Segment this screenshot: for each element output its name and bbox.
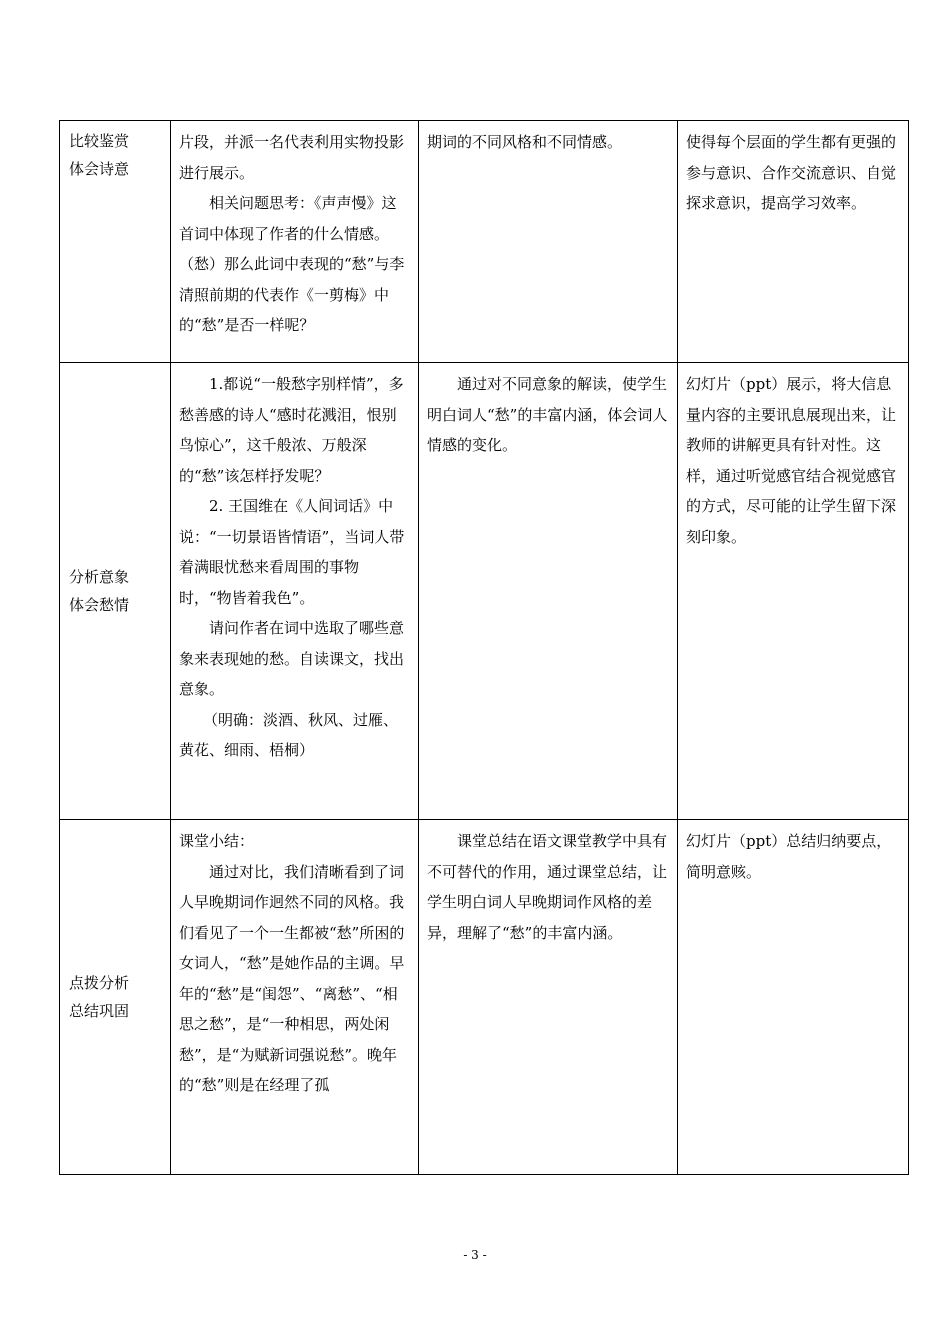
purpose-cell bbox=[419, 363, 678, 820]
table-row bbox=[60, 363, 909, 820]
method-cell bbox=[678, 363, 909, 820]
lesson-plan-table bbox=[59, 120, 909, 1175]
activity-cell bbox=[171, 121, 419, 363]
stage-label-line: 总结巩固 bbox=[69, 1002, 130, 1020]
stage-label-line: 分析意象 bbox=[69, 568, 130, 586]
activity-cell bbox=[171, 363, 419, 820]
purpose-paragraph: 课堂总结在语文课堂教学中具有不可替代的作用，通过课堂总结，让学生明白词人早晚期词作风格的差异，理解了“愁”的丰富内涵。 bbox=[427, 832, 668, 942]
activity-paragraph: 请问作者在词中选取了哪些意象来表现她的愁。自读课文，找出意象。 bbox=[179, 619, 405, 698]
stage-cell bbox=[60, 363, 171, 820]
method-cell bbox=[678, 820, 909, 1175]
activity-paragraph: 相关问题思考：《声声慢》这首词中体现了作者的什么情感。（愁）那么此词中表现的“愁”与李清照前期的代表作《一剪梅》中的“愁”是否一样呢？ bbox=[179, 194, 405, 334]
activity-paragraph: 2. 王国维在《人间词话》中说：“一切景语皆情语”，当词人带着满眼忧愁来看周围的事物时，“物皆着我色”。 bbox=[179, 497, 405, 607]
activity-paragraph: 课堂小结： bbox=[179, 832, 255, 850]
table-row bbox=[60, 820, 909, 1175]
activity-paragraph: 1.都说“一般愁字别样情”，多愁善感的诗人“感时花溅泪，恨别鸟惊心”，这千般浓、万般深的“愁”该怎样抒发呢？ bbox=[179, 375, 404, 485]
method-paragraph: 幻灯片（ppt）展示，将大信息量内容的主要讯息展现出来，让教师的讲解更具有针对性。这样，通过听觉感官结合视觉感官的方式，尽可能的让学生留下深刻印象。 bbox=[686, 375, 897, 546]
activity-cell bbox=[171, 820, 419, 1175]
purpose-paragraph: 通过对不同意象的解读，使学生明白词人“愁”的丰富内涵，体会词人情感的变化。 bbox=[427, 375, 668, 454]
stage-label-line: 体会愁情 bbox=[69, 596, 130, 614]
purpose-cell bbox=[419, 820, 678, 1175]
purpose-cell bbox=[419, 121, 678, 363]
method-paragraph: 使得每个层面的学生都有更强的参与意识、合作交流意识、自觉探求意识，提高学习效率。 bbox=[686, 133, 897, 212]
stage-label-line: 比较鉴赏 bbox=[69, 132, 130, 150]
stage-label-line: 体会诗意 bbox=[69, 160, 130, 178]
stage-label-line: 点拨分析 bbox=[69, 974, 130, 992]
page-number: - 3 - bbox=[463, 1248, 487, 1262]
method-cell bbox=[678, 121, 909, 363]
stage-cell bbox=[60, 121, 171, 363]
purpose-paragraph: 期词的不同风格和不同情感。 bbox=[427, 133, 623, 151]
method-paragraph: 幻灯片（ppt）总结归纳要点，简明意赅。 bbox=[686, 832, 892, 881]
activity-paragraph: 通过对比，我们清晰看到了词人早晚期词作迥然不同的风格。我们看见了一个一生都被“愁”所困的女词人，“愁”是她作品的主调。早年的“愁”是“闺怨”、“离愁”、“相思之愁”，是“一种相思，两处闲愁”，是“为赋新词强说愁”。晚年的“愁”则是在经理了孤 bbox=[179, 862, 405, 1094]
activity-paragraph: （明确：淡酒、秋风、过雁、黄花、细雨、梧桐） bbox=[179, 710, 399, 759]
table-row bbox=[60, 121, 909, 363]
stage-cell bbox=[60, 820, 171, 1175]
activity-paragraph: 片段，并派一名代表利用实物投影进行展示。 bbox=[179, 133, 405, 182]
